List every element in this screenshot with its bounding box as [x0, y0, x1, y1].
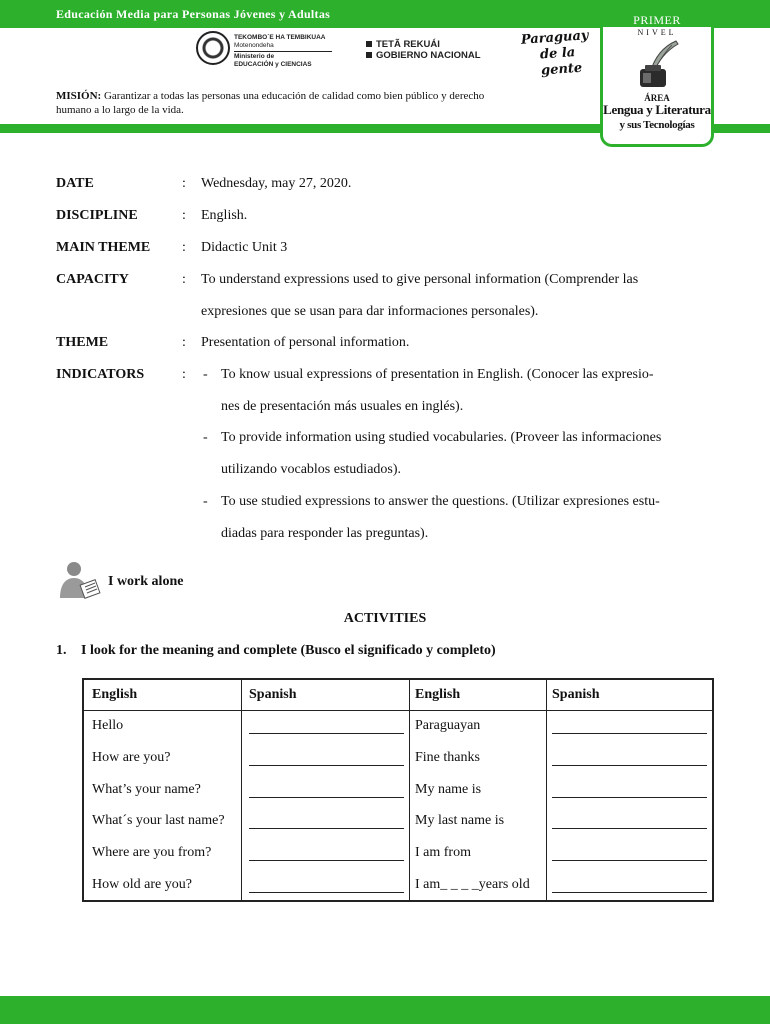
- vocabulary-table: [82, 678, 714, 902]
- ministry-divider: [234, 51, 332, 52]
- government-logo: [366, 39, 481, 61]
- level-word: PRIMER: [603, 9, 711, 27]
- spanish-answer-blank[interactable]: [552, 828, 707, 829]
- left-english-cell: How old are you?: [92, 877, 192, 892]
- capacity-label: CAPACITY: [56, 272, 129, 287]
- main-theme-value: Didactic Unit 3: [201, 240, 288, 255]
- area-name-line-1: Lengua y Literatura: [603, 102, 711, 117]
- activities-title: ACTIVITIES: [343, 611, 427, 626]
- right-english-cell: Fine thanks: [415, 750, 480, 765]
- indicator-1-line-1: To know usual expressions of presentation in English. (Conocer las expresio-: [221, 367, 654, 382]
- left-english-cell: How are you?: [92, 750, 171, 765]
- indicator-bullet: -: [203, 430, 208, 445]
- indicator-2-line-1: To provide information using studied vocabularies. (Proveer las informaciones: [221, 430, 662, 445]
- header-divider: [84, 710, 712, 711]
- date-label: DATE: [56, 176, 94, 191]
- area-name-line-2: y sus Tecnologías: [619, 119, 695, 131]
- capacity-line-1: To understand expressions used to give personal information (Comprender las: [201, 272, 639, 287]
- spanish-answer-blank[interactable]: [249, 765, 404, 766]
- left-english-cell: What’s your name?: [92, 782, 201, 797]
- theme-colon: :: [182, 335, 186, 350]
- right-english-cell: I am_ _ _ _years old: [415, 877, 530, 892]
- spanish-answer-blank[interactable]: [249, 892, 404, 893]
- capacity-colon: :: [182, 272, 186, 287]
- spanish-answer-blank[interactable]: [552, 860, 707, 861]
- right-english-cell: My name is: [415, 782, 482, 797]
- program-title: Educación Media para Personas Jóvenes y Adultas: [56, 7, 331, 21]
- spanish-answer-blank[interactable]: [249, 733, 404, 734]
- ministry-line-2: Motenondeha: [234, 42, 274, 49]
- discipline-colon: :: [182, 208, 186, 223]
- indicator-bullet: -: [203, 367, 208, 382]
- square-bullet-icon: [366, 41, 372, 47]
- slogan-logo: [520, 27, 603, 80]
- header-english-2: English: [415, 687, 461, 702]
- header-spanish-2: Spanish: [552, 687, 600, 702]
- ministry-logo: [234, 34, 332, 69]
- left-english-cell: What´s your last name?: [92, 813, 225, 828]
- slogan-line-2: de la gente: [539, 45, 583, 79]
- left-english-cell: Where are you from?: [92, 845, 212, 860]
- column-divider: [409, 680, 410, 900]
- right-english-cell: I am from: [415, 845, 471, 860]
- level-sub: NIVEL: [637, 28, 677, 37]
- spanish-answer-blank[interactable]: [249, 860, 404, 861]
- mission-statement: [56, 89, 516, 117]
- ministry-line-4: EDUCACIÓN y CIENCIAS: [234, 61, 312, 68]
- indicator-1-line-2: nes de presentación más usuales en inglés).: [221, 399, 464, 414]
- instruction: [56, 643, 496, 659]
- instruction-text: I look for the meaning and complete (Busco el significado y completo): [81, 643, 496, 658]
- header-english-1: English: [92, 687, 138, 702]
- inkwell-quill-icon: [632, 39, 682, 91]
- spanish-answer-blank[interactable]: [552, 797, 707, 798]
- instruction-number: 1.: [56, 643, 67, 658]
- spanish-answer-blank[interactable]: [552, 733, 707, 734]
- theme-label: THEME: [56, 335, 109, 350]
- discipline-label: DISCIPLINE: [56, 208, 138, 223]
- spanish-answer-blank[interactable]: [249, 828, 404, 829]
- spanish-answer-blank[interactable]: [249, 797, 404, 798]
- indicator-3-line-2: diadas para responder las preguntas).: [221, 526, 429, 541]
- ministry-line-3: Ministerio de: [234, 53, 275, 60]
- gov-line-2: GOBIERNO NACIONAL: [376, 50, 481, 61]
- date-colon: :: [182, 176, 186, 191]
- mission-label: MISIÓN:: [56, 90, 102, 102]
- left-english-cell: Hello: [92, 718, 124, 733]
- column-divider: [241, 680, 242, 900]
- right-english-cell: Paraguayan: [415, 718, 481, 733]
- level-badge: [600, 9, 714, 147]
- capacity-line-2: expresiones que se usan para dar informaciones personales).: [201, 304, 539, 319]
- square-bullet-icon: [366, 52, 372, 58]
- indicator-3-line-1: To use studied expressions to answer the questions. (Utilizar expresiones estu-: [221, 494, 660, 509]
- spanish-answer-blank[interactable]: [552, 765, 707, 766]
- area-label: ÁREA: [644, 93, 670, 103]
- indicators-colon: :: [182, 367, 186, 382]
- gov-line-1: TETÃ REKUÁI: [376, 39, 440, 50]
- main-theme-colon: :: [182, 240, 186, 255]
- footer-band: [0, 996, 770, 1024]
- spanish-answer-blank[interactable]: [552, 892, 707, 893]
- date-value: Wednesday, may 27, 2020.: [201, 176, 352, 191]
- header-spanish-1: Spanish: [249, 687, 297, 702]
- indicator-2-line-2: utilizando vocablos estudiados).: [221, 462, 402, 477]
- column-divider: [546, 680, 547, 900]
- indicator-bullet: -: [203, 494, 208, 509]
- work-alone-label: I work alone: [108, 574, 184, 589]
- theme-value: Presentation of personal information.: [201, 335, 410, 350]
- mission-text: Garantizar a todas las personas una educación de calidad como bien público y derecho humano a lo largo de la vida.: [56, 90, 485, 116]
- discipline-value: English.: [201, 208, 248, 223]
- indicators-label: INDICATORS: [56, 367, 145, 382]
- ministry-line-1: TEKOMBO´E HA TEMBIKUAA: [234, 34, 326, 41]
- main-theme-label: MAIN THEME: [56, 240, 151, 255]
- national-seal-icon: [196, 31, 230, 65]
- slogan-line-1: Paraguay: [520, 28, 589, 48]
- right-english-cell: My last name is: [415, 813, 505, 828]
- person-writing-icon: [56, 560, 102, 600]
